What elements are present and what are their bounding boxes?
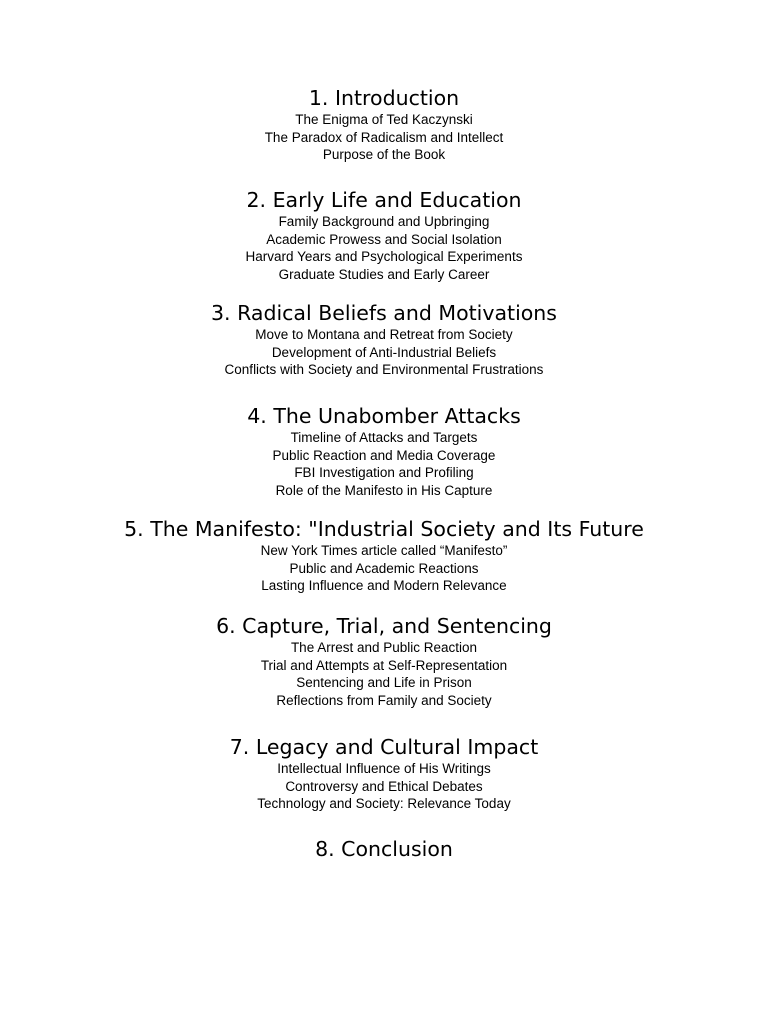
- section-heading: 5. The Manifesto: "Industrial Society and Its Future: [124, 517, 644, 541]
- subitem: Timeline of Attacks and Targets: [290, 430, 478, 445]
- section-heading: 8. Conclusion: [315, 837, 453, 861]
- subitem: Technology and Society: Relevance Today: [257, 796, 511, 812]
- toc-section-capture-trial: [0, 613, 768, 710]
- subitem: Academic Prowess and Social Isolation: [266, 231, 502, 247]
- subitem: Role of the Manifesto in His Capture: [275, 483, 493, 499]
- toc-section-introduction: [0, 85, 768, 164]
- subitem: Reflections from Family and Society: [276, 693, 492, 709]
- subitem: Public and Academic Reactions: [289, 560, 479, 576]
- toc-section-legacy: [0, 734, 768, 813]
- subitem: FBI Investigation and Profiling: [294, 465, 474, 481]
- subitem: Intellectual Influence of His Writings: [277, 761, 491, 776]
- subitem: Lasting Influence and Modern Relevance: [261, 578, 507, 594]
- subitem: Graduate Studies and Early Career: [278, 267, 490, 283]
- toc-section-radical-beliefs: [0, 300, 768, 379]
- subitem: Move to Montana and Retreat from Society: [255, 327, 513, 342]
- subitem: Controversy and Ethical Debates: [285, 778, 483, 794]
- section-heading: 1. Introduction: [308, 86, 460, 110]
- section-heading: 2. Early Life and Education: [246, 188, 522, 212]
- subitem-list: [0, 111, 768, 164]
- subitem: New York Times article called “Manifesto”: [260, 543, 508, 558]
- subitem: Sentencing and Life in Prison: [296, 675, 472, 691]
- toc-section-early-life: [0, 187, 768, 284]
- toc-section-manifesto: [0, 516, 768, 595]
- subitem-list: [0, 760, 768, 813]
- subitem-list: [0, 639, 768, 710]
- section-heading: 6. Capture, Trial, and Sentencing: [216, 614, 552, 638]
- subitem: Conflicts with Society and Environmental Frustrations: [224, 362, 544, 378]
- subitem-list: [0, 213, 768, 284]
- subitem: Development of Anti-Industrial Beliefs: [271, 344, 497, 360]
- subitem: Trial and Attempts at Self-Representation: [260, 657, 508, 673]
- section-heading: 7. Legacy and Cultural Impact: [229, 735, 539, 759]
- toc-section-conclusion: [0, 836, 768, 862]
- subitem: Purpose of the Book: [322, 147, 446, 163]
- toc-section-unabomber-attacks: [0, 403, 768, 500]
- subitem: Harvard Years and Psychological Experiments: [245, 249, 523, 265]
- subitem: The Enigma of Ted Kaczynski: [295, 112, 473, 127]
- subitem: Family Background and Upbringing: [278, 214, 490, 229]
- section-heading: 3. Radical Beliefs and Motivations: [211, 301, 557, 325]
- subitem-list: [0, 429, 768, 500]
- subitem: Public Reaction and Media Coverage: [272, 447, 496, 463]
- subitem: The Arrest and Public Reaction: [290, 640, 478, 655]
- subitem-list: [0, 326, 768, 379]
- subitem-list: [0, 542, 768, 595]
- subitem: The Paradox of Radicalism and Intellect: [264, 129, 504, 145]
- section-heading: 4. The Unabomber Attacks: [247, 404, 521, 428]
